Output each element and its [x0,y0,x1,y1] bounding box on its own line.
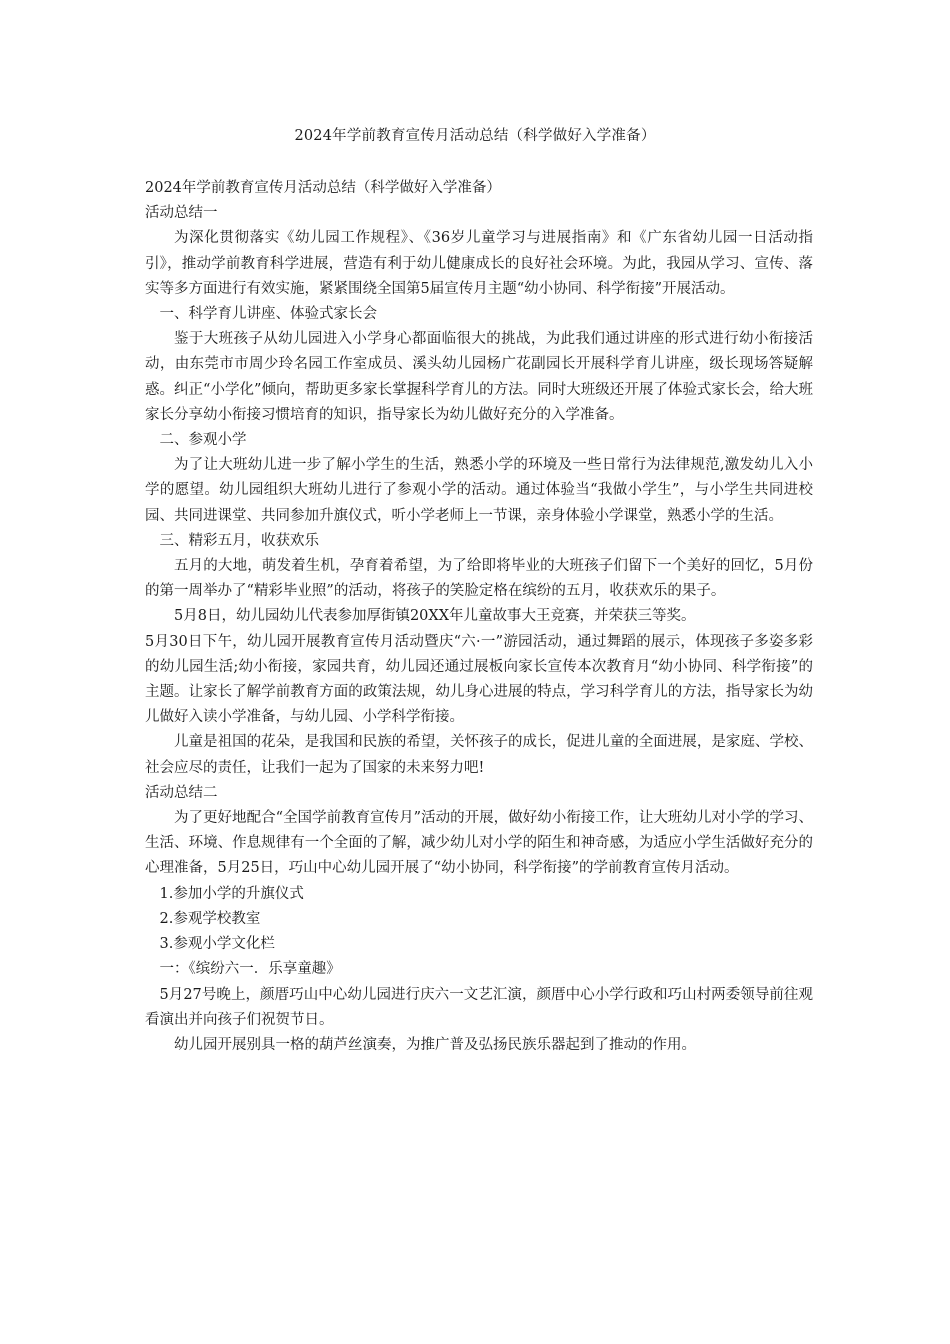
document-body [145,176,813,1058]
paragraph: 幼儿园开展别具一格的葫芦丝演奏，为推广普及弘扬民族乐器起到了推动的作用。 [174,1036,696,1053]
paragraph: 5月8日，幼儿园幼儿代表参加厚街镇20XX年儿童故事大王竞赛，并荣获三等奖。 [174,608,696,625]
paragraph: 3.参观小学文化栏 [159,936,275,953]
paragraph: 儿童是祖国的花朵，是我国和民族的希望，关怀孩子的成长，促进儿童的全面进展，是家庭、学校、社会应尽的责任，让我们一起为了国家的未来努力吧! [145,734,813,776]
paragraph: 三、精彩五月，收获欢乐 [159,532,319,549]
paragraph: 为了让大班幼儿进一步了解小学生的生活，熟悉小学的环境及一些日常行为法律规范,激发幼儿入小学的愿望。幼儿园组织大班幼儿进行了参观小学的活动。通过体验当“我做小学生”，与小学生共同进校园、共同进课堂、共同参加升旗仪式，听小学老师上一节课，亲身体验小学课堂，熟悉小学的生活。 [145,457,813,524]
paragraph: 五月的大地，萌发着生机，孕育着希望，为了给即将毕业的大班孩子们留下一个美好的回忆，5月份的第一周举办了“精彩毕业照”的活动，将孩子的笑脸定格在缤纷的五月，收获欢乐的果子。 [145,558,813,600]
paragraph: 活动总结一 [145,205,218,222]
paragraph: 1.参加小学的升旗仪式 [159,885,304,902]
paragraph: 鉴于大班孩子从幼儿园进入小学身心都面临很大的挑战，为此我们通过讲座的形式进行幼小衔接活动，由东莞市市周少玲名园工作室成员、溪头幼儿园杨广花副园长开展科学育儿讲座，级长现场答疑解惑。纠正“小学化”倾向，帮助更多家长掌握科学育儿的方法。同时大班级还开展了体验式家长会，给大班家长分享幼小衔接习惯培育的知识，指导家长为幼儿做好充分的入学准备。 [145,331,813,423]
paragraph: 一：《缤纷六一．乐享童趣》 [159,961,341,978]
paragraph: 5月30日下午，幼儿园开展教育宣传月活动暨庆“六·一”游园活动，通过舞蹈的展示，体现孩子多姿多彩的幼儿园生活;幼小衔接，家园共育，幼儿园还通过展板向家长宣传本次教育月“幼小协同、科学衔接”的主题。让家长了解学前教育方面的政策法规，幼儿身心进展的特点，学习科学育儿的方法，指导家长为幼儿做好入读小学准备，与幼儿园、小学科学衔接。 [145,633,813,726]
document-header-title: 2024年学前教育宣传月活动总结（科学做好入学准备） [294,128,656,144]
paragraph: 为深化贯彻落实《幼儿园工作规程》、《36岁儿童学习与进展指南》和《广东省幼儿园一日活动指引》，推动学前教育科学进展，营造有利于幼儿健康成长的良好社会环境。为此，我园从学习、宣传、落实等多方面进行有效实施，紧紧围绕全国第5届宣传月主题“幼小协同、科学衔接”开展活动。 [145,230,813,297]
paragraph: 活动总结二 [145,784,218,801]
paragraph: 2.参观学校教室 [159,910,261,927]
paragraph: 2024年学前教育宣传月活动总结（科学做好入学准备） [145,180,501,196]
paragraph: 5月27号晚上，颜厝巧山中心幼儿园进行庆六一文艺汇演，颜厝中心小学行政和巧山村两委领导前往观看演出并向孩子们祝贺节日。 [145,986,813,1028]
paragraph: 为了更好地配合“全国学前教育宣传月”活动的开展，做好幼小衔接工作，让大班幼儿对小学的学习、生活、环境、作息规律有一个全面的了解，减少幼儿对小学的陌生和神奇感，为适应小学生活做好充分的心理准备，5月25日，巧山中心幼儿园开展了“幼小协同，科学衔接”的学前教育宣传月活动。 [145,810,813,877]
paragraph: 一、科学育儿讲座、体验式家长会 [159,306,377,323]
paragraph: 二、参观小学 [159,432,247,449]
